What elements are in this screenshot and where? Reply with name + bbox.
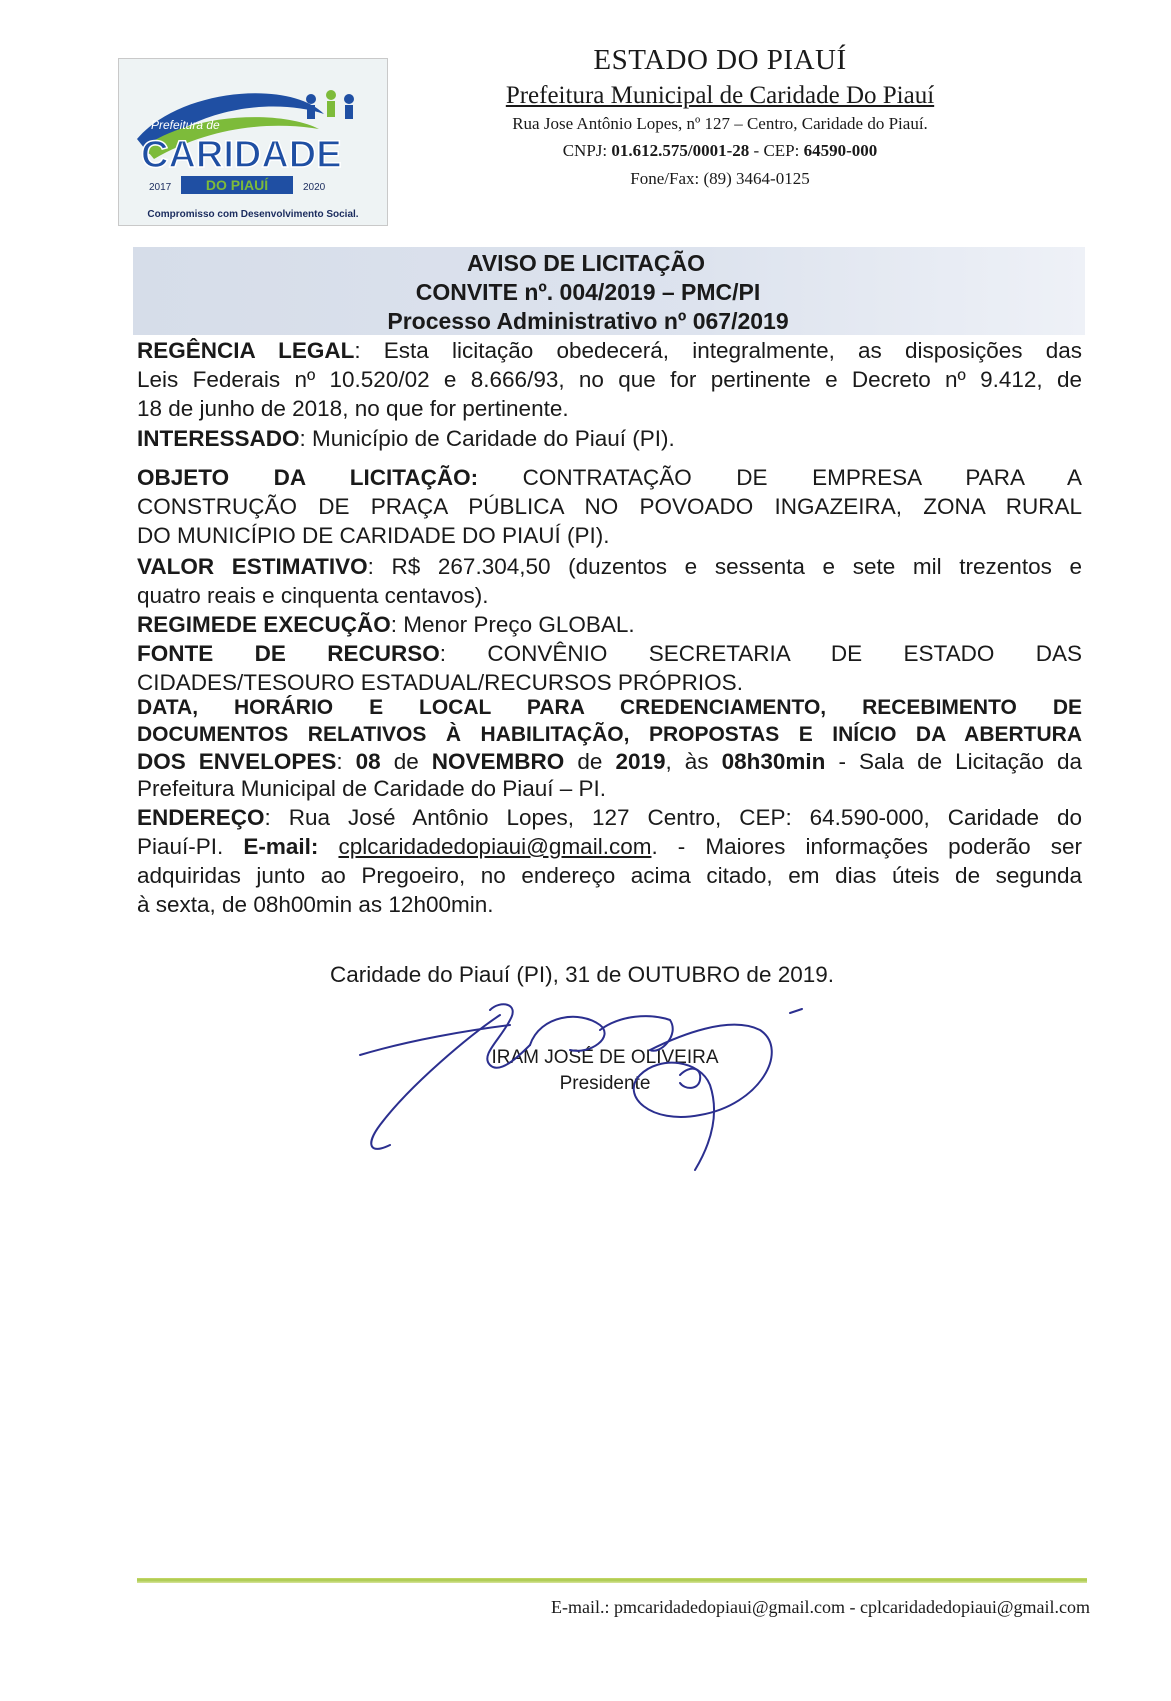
fonte-label: FONTE DE RECURSO xyxy=(137,641,440,666)
data-section xyxy=(137,694,1082,802)
data-day: 08 xyxy=(355,749,381,774)
interessado-section xyxy=(137,424,1082,453)
header-cnpj-cep xyxy=(420,141,1020,161)
handwritten-signature xyxy=(350,995,830,1185)
regencia-text-2: Leis Federais nº 10.520/02 e 8.666/93, no que for pertinente e Decreto nº 9.412, de xyxy=(137,367,1082,392)
regencia-text-1: : Esta licitação obedecerá, integralmente, as disposições das xyxy=(354,338,1082,363)
cnpj-label: CNPJ: xyxy=(562,141,612,160)
data-envelopes-label: DOS ENVELOPES xyxy=(137,749,337,774)
interessado-text: : Município de Caridade do Piauí (PI). xyxy=(299,426,675,451)
fonte-text-2: CIDADES/TESOURO ESTADUAL/RECURSOS PRÓPRIOS. xyxy=(137,670,743,695)
regime-label: REGIMEDE EXECUÇÃO xyxy=(137,612,391,637)
regime-section xyxy=(137,610,1082,639)
logo-name: CARIDADE xyxy=(141,134,342,176)
header-state: ESTADO DO PIAUÍ xyxy=(593,44,847,76)
closing-date: Caridade do Piauí (PI), 31 de OUTUBRO de 2019. xyxy=(330,962,835,987)
logo-year-end: 2020 xyxy=(303,182,326,193)
valor-label: VALOR ESTIMATIVO xyxy=(137,554,368,579)
fonte-text-1: : CONVÊNIO SECRETARIA DE ESTADO DAS xyxy=(439,641,1083,666)
regencia-text-3: 18 de junho de 2018, no que for pertinente. xyxy=(137,396,569,421)
fonte-section xyxy=(137,639,1082,697)
objeto-label: OBJETO DA LICITAÇÃO: xyxy=(137,465,479,490)
data-text-2: DOCUMENTOS RELATIVOS À HABILITAÇÃO, PROPOSTAS E INÍCIO DA ABERTURA xyxy=(137,723,1082,746)
footer-divider xyxy=(137,1578,1087,1583)
data-year: 2019 xyxy=(615,749,666,774)
valor-section xyxy=(137,552,1082,610)
objeto-section xyxy=(137,463,1082,550)
interessado-label: INTERESSADO xyxy=(137,426,300,451)
regencia-section xyxy=(137,336,1082,423)
data-month: NOVEMBRO xyxy=(431,749,565,774)
logo-top-text: Prefeitura de xyxy=(151,118,220,132)
header-phone: Fone/Fax: (89) 3464-0125 xyxy=(630,169,810,188)
header-prefeitura: Prefeitura Municipal de Caridade Do Piauí xyxy=(505,82,935,109)
endereco-text-4: à sexta, de 08h00min as 12h00min. xyxy=(137,892,494,917)
regencia-label: REGÊNCIA LEGAL xyxy=(137,338,355,363)
signer-role: Presidente xyxy=(559,1073,651,1094)
data-de-2: de xyxy=(564,749,616,774)
endereco-text-2a: Piauí-PI. xyxy=(137,834,244,859)
prefeitura-logo xyxy=(118,58,388,226)
signer-name: IRAM JOSÉ DE OLIVEIRA xyxy=(491,1047,719,1068)
cep-value: 64590-000 xyxy=(803,141,878,160)
header-address: Rua Jose Antônio Lopes, nº 127 – Centro, Caridade do Piauí. xyxy=(512,114,928,133)
valor-text-1: : R$ 267.304,50 (duzentos e sessenta e sete mil trezentos e xyxy=(367,554,1082,579)
objeto-text-2: CONSTRUÇÃO DE PRAÇA PÚBLICA NO POVOADO INGAZEIRA, ZONA RURAL xyxy=(137,494,1082,519)
endereco-text-1: : Rua José Antônio Lopes, 127 Centro, CEP: 64.590-000, Caridade do xyxy=(264,805,1082,830)
email-space xyxy=(318,834,338,859)
cnpj-value: 01.612.575/0001-28 xyxy=(611,141,750,160)
cep-label: - CEP: xyxy=(749,141,804,160)
objeto-text-1: CONTRATAÇÃO DE EMPRESA PARA A xyxy=(478,465,1082,490)
notice-title: AVISO DE LICITAÇÃO xyxy=(466,250,706,276)
endereco-text-2b: . - Maiores informações poderão ser xyxy=(651,834,1082,859)
logo-slogan: Compromisso com Desenvolvimento Social. xyxy=(147,209,359,220)
email-link[interactable]: cplcaridadedopiaui@gmail.com xyxy=(338,834,652,859)
valor-text-2: quatro reais e cinquenta centavos). xyxy=(137,583,489,608)
data-de-1: de xyxy=(380,749,432,774)
data-time: 08h30min xyxy=(721,749,826,774)
data-sep: : xyxy=(336,749,356,774)
process-number: Processo Administrativo nº 067/2019 xyxy=(387,308,789,334)
data-text-3-rest: - Sala de Licitação da xyxy=(825,749,1083,774)
endereco-section xyxy=(137,803,1082,919)
regime-text: : Menor Preço GLOBAL. xyxy=(390,612,635,637)
endereco-text-3: adquiridas junto ao Pregoeiro, no endereço acima citado, em dias úteis de segunda xyxy=(137,863,1082,888)
data-as: , às xyxy=(665,749,722,774)
logo-graphic xyxy=(119,59,387,225)
endereco-label: ENDEREÇO xyxy=(137,805,265,830)
footer-emails: E-mail.: pmcaridadedopiaui@gmail.com - cplcaridadedopiaui@gmail.com xyxy=(551,1597,1090,1617)
logo-subname: DO PIAUÍ xyxy=(205,177,269,193)
logo-year-start: 2017 xyxy=(149,182,172,193)
email-label: E-mail: xyxy=(243,834,319,859)
objeto-text-3: DO MUNICÍPIO DE CARIDADE DO PIAUÍ (PI). xyxy=(137,523,610,548)
data-text-4: Prefeitura Municipal de Caridade do Piauí – PI. xyxy=(137,776,607,801)
data-text-1: DATA, HORÁRIO E LOCAL PARA CREDENCIAMENTO, RECEBIMENTO DE xyxy=(137,696,1082,719)
convite-number: CONVITE nº. 004/2019 – PMC/PI xyxy=(415,279,761,305)
